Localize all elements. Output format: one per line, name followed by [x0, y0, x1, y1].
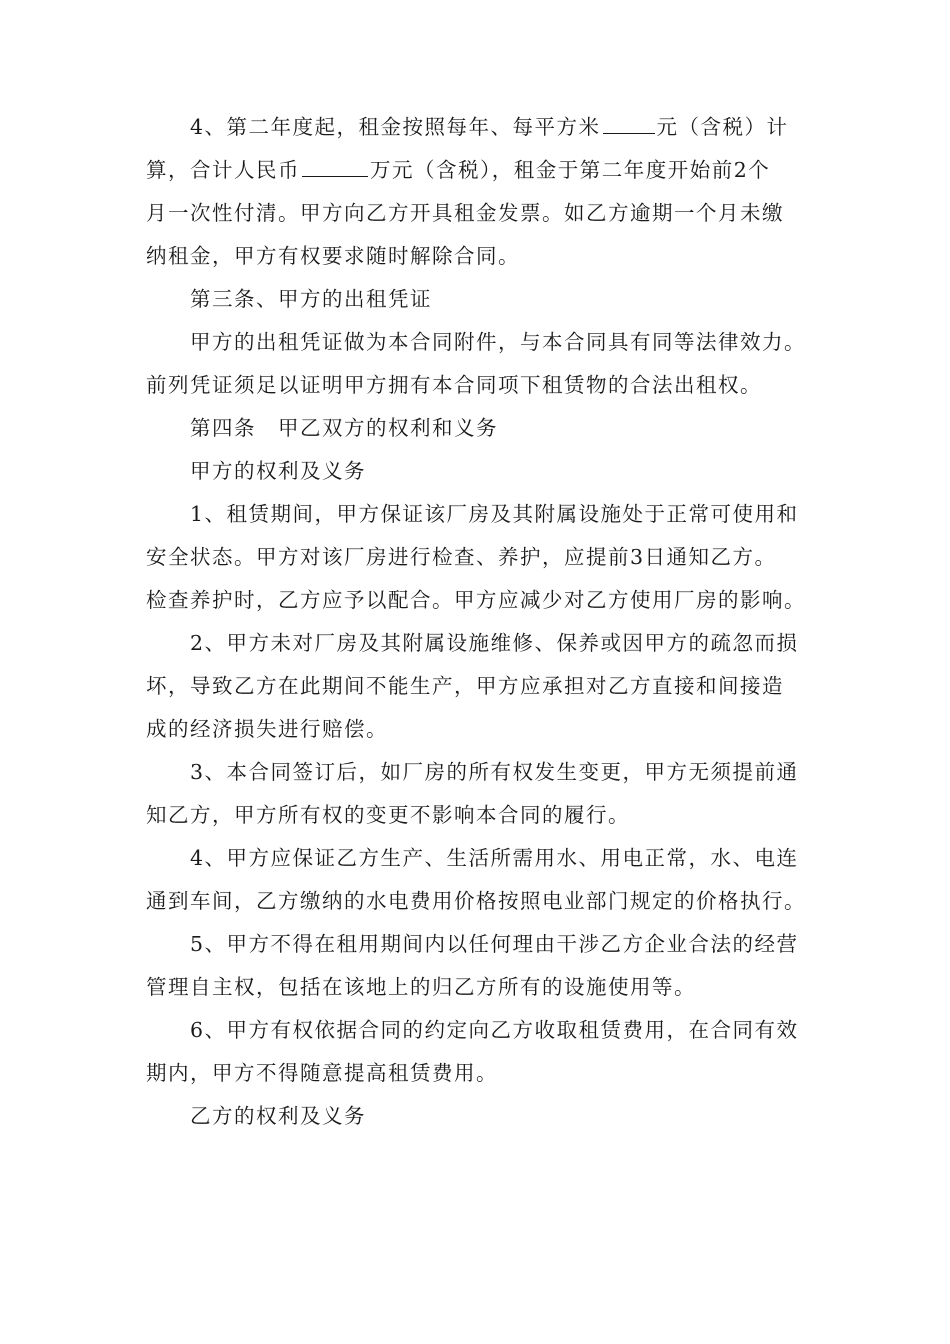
section-heading: 第三条、甲方的出租凭证 — [190, 287, 432, 311]
text-line: 甲方的出租凭证做为本合同附件，与本合同具有同等法律效力。 — [190, 330, 806, 354]
fill-in-blank — [302, 156, 368, 177]
text-line: 安全状态。甲方对该厂房进行检查、养护，应提前3日通知乙方。 — [146, 545, 777, 569]
text-line: 月一次性付清。甲方向乙方开具租金发票。如乙方逾期一个月未缴 — [146, 201, 784, 225]
text-line: 管理自主权，包括在该地上的归乙方所有的设施使用等。 — [146, 975, 696, 999]
text-line: 成的经济损失进行赔偿。 — [146, 717, 388, 741]
text-line: 2、甲方未对厂房及其附属设施维修、保养或因甲方的疏忽而损 — [190, 631, 799, 655]
text-fragment: 4、第二年度起，租金按照每年、每平方米 — [190, 115, 601, 139]
subsection-heading: 乙方的权利及义务 — [190, 1104, 366, 1128]
text-line: 5、甲方不得在租用期间内以任何理由干涉乙方企业合法的经营 — [190, 932, 799, 956]
text-line: 期内，甲方不得随意提高租赁费用。 — [146, 1061, 498, 1085]
text-line: 纳租金，甲方有权要求随时解除合同。 — [146, 244, 520, 268]
fill-in-blank — [603, 113, 655, 134]
text-line: 坏，导致乙方在此期间不能生产，甲方应承担对乙方直接和间接造 — [146, 674, 784, 698]
subsection-heading: 甲方的权利及义务 — [190, 459, 366, 483]
text-fragment: 算，合计人民币 — [146, 158, 300, 182]
text-line — [190, 113, 789, 141]
text-line: 检查养护时，乙方应予以配合。甲方应减少对乙方使用厂房的影响。 — [146, 588, 806, 612]
text-line: 通到车间，乙方缴纳的水电费用价格按照电业部门规定的价格执行。 — [146, 889, 806, 913]
text-line: 6、甲方有权依据合同的约定向乙方收取租赁费用，在合同有效 — [190, 1018, 799, 1042]
text-fragment: 万元（含税），租金于第二年度开始前2个 — [370, 158, 771, 182]
text-line: 前列凭证须足以证明甲方拥有本合同项下租赁物的合法出租权。 — [146, 373, 762, 397]
text-line — [146, 156, 770, 184]
text-line: 1、租赁期间，甲方保证该厂房及其附属设施处于正常可使用和 — [190, 502, 799, 526]
section-heading: 第四条 甲乙双方的权利和义务 — [190, 416, 498, 440]
text-line: 3、本合同签订后，如厂房的所有权发生变更，甲方无须提前通 — [190, 760, 799, 784]
text-line: 4、甲方应保证乙方生产、生活所需用水、用电正常，水、电连 — [190, 846, 799, 870]
text-line: 知乙方，甲方所有权的变更不影响本合同的履行。 — [146, 803, 630, 827]
text-fragment: 元（含税）计 — [656, 115, 789, 139]
